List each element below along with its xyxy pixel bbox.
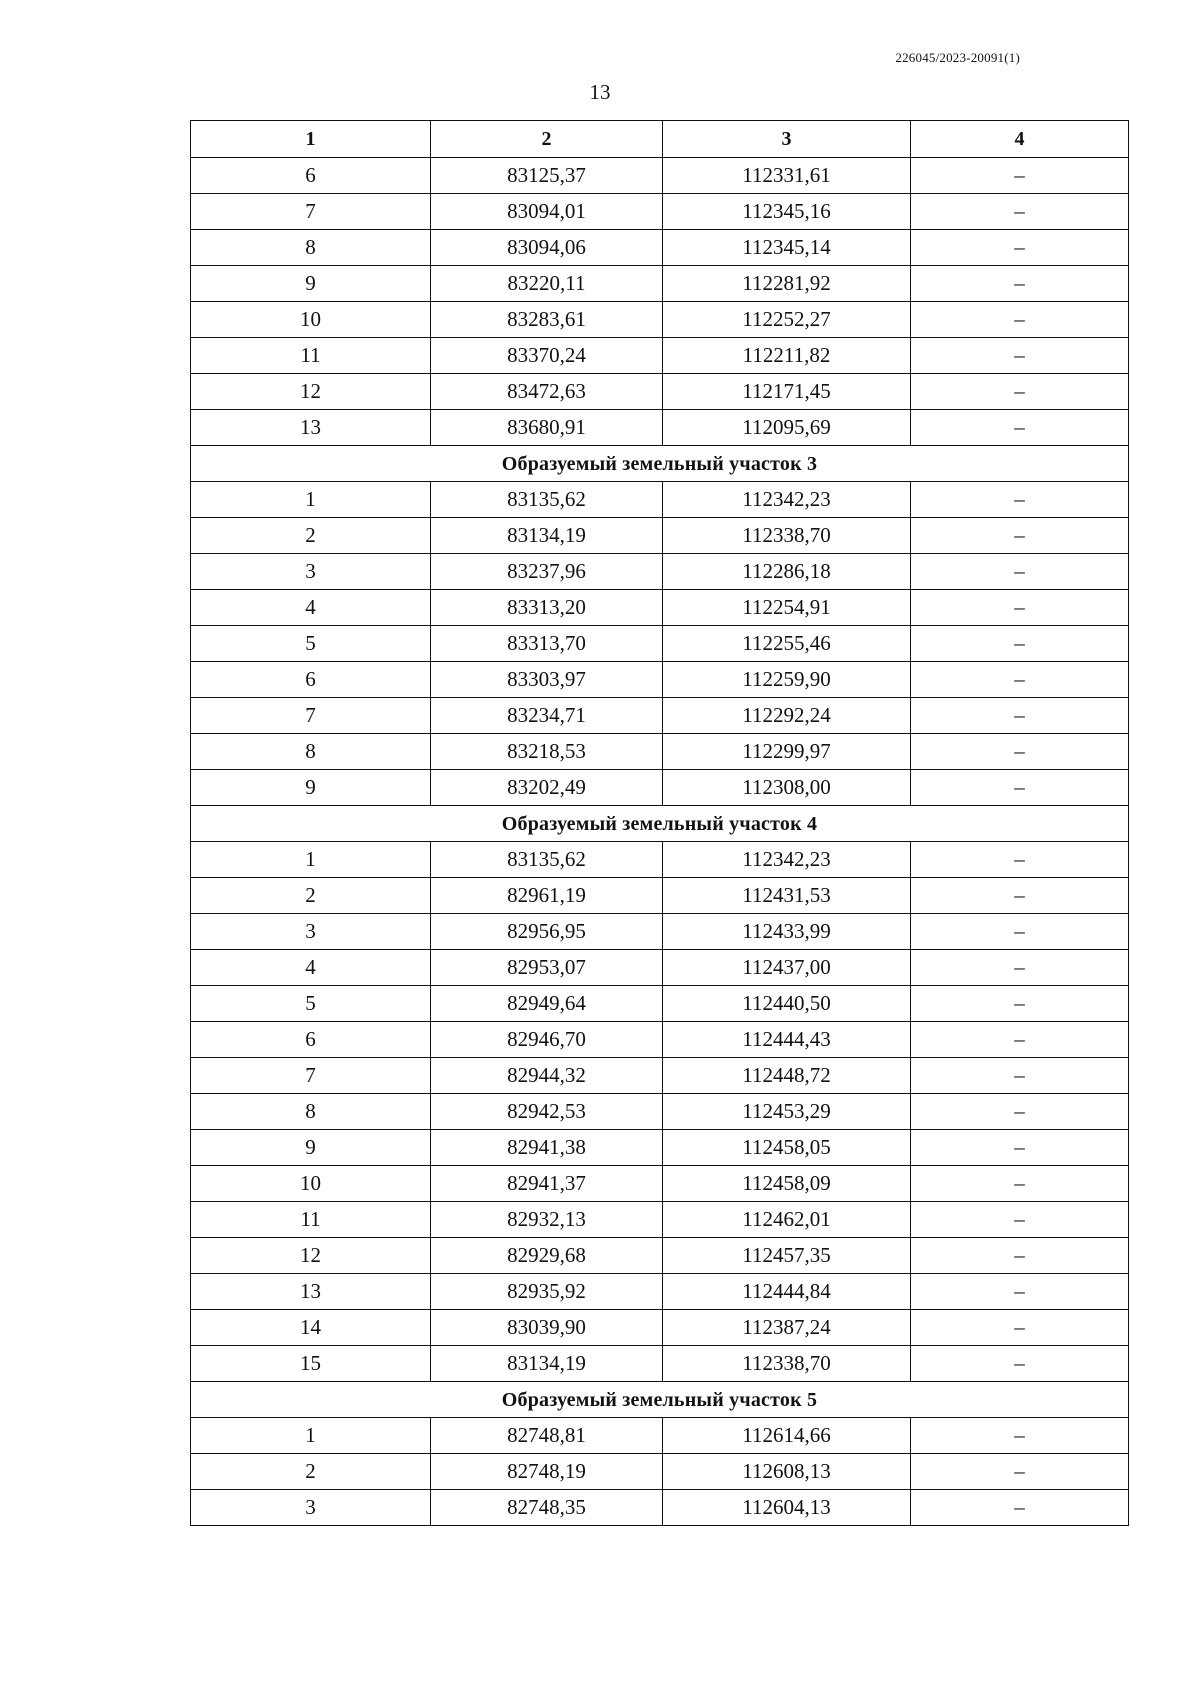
table-header-row <box>191 121 1129 158</box>
table-cell: – <box>911 194 1129 230</box>
table-cell: 112614,66 <box>663 1418 911 1454</box>
table-cell: 112281,92 <box>663 266 911 302</box>
table-row <box>191 1238 1129 1274</box>
table-row <box>191 626 1129 662</box>
table-row <box>191 410 1129 446</box>
table-cell: 9 <box>191 1130 431 1166</box>
document-number: 226045/2023-20091(1) <box>895 50 1020 65</box>
table-row <box>191 266 1129 302</box>
table-cell: 82748,35 <box>431 1490 663 1526</box>
table-cell: 82942,53 <box>431 1094 663 1130</box>
table-row <box>191 338 1129 374</box>
table-cell: – <box>911 1094 1129 1130</box>
section-title-row <box>191 446 1129 482</box>
table-cell: 83134,19 <box>431 1346 663 1382</box>
table-cell: 13 <box>191 410 431 446</box>
table-cell: 82949,64 <box>431 986 663 1022</box>
table-cell: 83237,96 <box>431 554 663 590</box>
table-cell: – <box>911 698 1129 734</box>
table-cell: 1 <box>191 842 431 878</box>
table-row <box>191 1346 1129 1382</box>
column-header: 3 <box>663 121 911 158</box>
table-cell: – <box>911 1346 1129 1382</box>
table-cell: – <box>911 734 1129 770</box>
table-cell: 12 <box>191 1238 431 1274</box>
table-cell: 83218,53 <box>431 734 663 770</box>
table-cell: 82929,68 <box>431 1238 663 1274</box>
table-cell: – <box>911 266 1129 302</box>
table-cell: 82961,19 <box>431 878 663 914</box>
table-cell: – <box>911 410 1129 446</box>
table-cell: 9 <box>191 266 431 302</box>
table-cell: 83202,49 <box>431 770 663 806</box>
table-row <box>191 1490 1129 1526</box>
table-cell: 8 <box>191 734 431 770</box>
table-cell: – <box>911 986 1129 1022</box>
table-cell: 83472,63 <box>431 374 663 410</box>
table-cell: 82956,95 <box>431 914 663 950</box>
table-cell: 5 <box>191 986 431 1022</box>
table-row <box>191 770 1129 806</box>
table-cell: – <box>911 950 1129 986</box>
table-row <box>191 1094 1129 1130</box>
table-cell: 2 <box>191 878 431 914</box>
table-cell: 11 <box>191 1202 431 1238</box>
table-cell: – <box>911 1166 1129 1202</box>
table-cell: 112171,45 <box>663 374 911 410</box>
table-cell: 112286,18 <box>663 554 911 590</box>
table-cell: – <box>911 1310 1129 1346</box>
table-cell: 82941,38 <box>431 1130 663 1166</box>
table-cell: 2 <box>191 518 431 554</box>
table-cell: 112387,24 <box>663 1310 911 1346</box>
table-cell: 7 <box>191 194 431 230</box>
table-row <box>191 662 1129 698</box>
table-cell: 112345,16 <box>663 194 911 230</box>
table-row <box>191 1418 1129 1454</box>
table-cell: 1 <box>191 482 431 518</box>
table-cell: – <box>911 662 1129 698</box>
table-row <box>191 482 1129 518</box>
table-row <box>191 230 1129 266</box>
table-cell: – <box>911 626 1129 662</box>
table-cell: 2 <box>191 1454 431 1490</box>
table-row <box>191 374 1129 410</box>
table-cell: 112444,43 <box>663 1022 911 1058</box>
table-cell: 8 <box>191 1094 431 1130</box>
table-cell: 83283,61 <box>431 302 663 338</box>
section-title: Образуемый земельный участок 5 <box>191 1382 1129 1418</box>
table-cell: 112211,82 <box>663 338 911 374</box>
table-row <box>191 194 1129 230</box>
table-cell: 10 <box>191 1166 431 1202</box>
table-cell: 112433,99 <box>663 914 911 950</box>
table-cell: – <box>911 554 1129 590</box>
table-cell: 112604,13 <box>663 1490 911 1526</box>
table-cell: 3 <box>191 1490 431 1526</box>
table-cell: – <box>911 230 1129 266</box>
table-cell: 6 <box>191 158 431 194</box>
table-cell: 112338,70 <box>663 1346 911 1382</box>
table-cell: – <box>911 302 1129 338</box>
table-cell: 112252,27 <box>663 302 911 338</box>
table-cell: 83370,24 <box>431 338 663 374</box>
section-title-row <box>191 1382 1129 1418</box>
table-cell: 112292,24 <box>663 698 911 734</box>
table-cell: 82935,92 <box>431 1274 663 1310</box>
table-cell: 112255,46 <box>663 626 911 662</box>
table-cell: 6 <box>191 662 431 698</box>
table-cell: 11 <box>191 338 431 374</box>
table-cell: 112095,69 <box>663 410 911 446</box>
table-cell: – <box>911 482 1129 518</box>
table-cell: 7 <box>191 1058 431 1094</box>
table-row <box>191 1454 1129 1490</box>
table-row <box>191 1022 1129 1058</box>
table-body <box>191 158 1129 1526</box>
table-row <box>191 1310 1129 1346</box>
table-cell: 112458,09 <box>663 1166 911 1202</box>
table-cell: 15 <box>191 1346 431 1382</box>
table-row <box>191 1202 1129 1238</box>
table-cell: 14 <box>191 1310 431 1346</box>
table-row <box>191 734 1129 770</box>
table-cell: 112458,05 <box>663 1130 911 1166</box>
table-cell: 112431,53 <box>663 878 911 914</box>
table-cell: 112254,91 <box>663 590 911 626</box>
table-cell: – <box>911 914 1129 950</box>
table-cell: – <box>911 1130 1129 1166</box>
table-row <box>191 1130 1129 1166</box>
table-cell: 112444,84 <box>663 1274 911 1310</box>
table-cell: 112457,35 <box>663 1238 911 1274</box>
table-cell: 8 <box>191 230 431 266</box>
table-cell: 12 <box>191 374 431 410</box>
table-row <box>191 554 1129 590</box>
table-row <box>191 1058 1129 1094</box>
table-cell: 83039,90 <box>431 1310 663 1346</box>
table-cell: 82946,70 <box>431 1022 663 1058</box>
table-cell: 112453,29 <box>663 1094 911 1130</box>
table-cell: 10 <box>191 302 431 338</box>
table-cell: 5 <box>191 626 431 662</box>
table-cell: 83134,19 <box>431 518 663 554</box>
table-cell: 83135,62 <box>431 842 663 878</box>
table-cell: 6 <box>191 1022 431 1058</box>
table-cell: 112462,01 <box>663 1202 911 1238</box>
table-cell: 112448,72 <box>663 1058 911 1094</box>
table-cell: 7 <box>191 698 431 734</box>
table-cell: 83303,97 <box>431 662 663 698</box>
table-row <box>191 842 1129 878</box>
table-cell: 82748,81 <box>431 1418 663 1454</box>
table-cell: – <box>911 878 1129 914</box>
column-header: 1 <box>191 121 431 158</box>
table-row <box>191 986 1129 1022</box>
table-cell: 3 <box>191 914 431 950</box>
column-header: 4 <box>911 121 1129 158</box>
table-cell: 112331,61 <box>663 158 911 194</box>
table-cell: – <box>911 158 1129 194</box>
table-row <box>191 302 1129 338</box>
table-row <box>191 950 1129 986</box>
table-row <box>191 914 1129 950</box>
table-cell: 83094,01 <box>431 194 663 230</box>
table-cell: – <box>911 770 1129 806</box>
page-number: 13 <box>589 80 611 104</box>
table-cell: 82953,07 <box>431 950 663 986</box>
table-cell: 112345,14 <box>663 230 911 266</box>
table-row <box>191 590 1129 626</box>
table-cell: 3 <box>191 554 431 590</box>
table-cell: – <box>911 1454 1129 1490</box>
table-cell: 112342,23 <box>663 482 911 518</box>
table-cell: 82944,32 <box>431 1058 663 1094</box>
table-cell: 83135,62 <box>431 482 663 518</box>
section-title: Образуемый земельный участок 3 <box>191 446 1129 482</box>
table-cell: – <box>911 1418 1129 1454</box>
table-cell: 83125,37 <box>431 158 663 194</box>
table-cell: – <box>911 374 1129 410</box>
section-title: Образуемый земельный участок 4 <box>191 806 1129 842</box>
table-cell: 112342,23 <box>663 842 911 878</box>
coordinates-table <box>190 120 1129 1526</box>
table-cell: 13 <box>191 1274 431 1310</box>
section-title-row <box>191 806 1129 842</box>
table-cell: 83680,91 <box>431 410 663 446</box>
table-cell: 83220,11 <box>431 266 663 302</box>
table-cell: 82941,37 <box>431 1166 663 1202</box>
table-cell: 82932,13 <box>431 1202 663 1238</box>
table-cell: 82748,19 <box>431 1454 663 1490</box>
table-cell: 112608,13 <box>663 1454 911 1490</box>
table-cell: 83094,06 <box>431 230 663 266</box>
table-cell: 4 <box>191 950 431 986</box>
table-cell: 83313,20 <box>431 590 663 626</box>
table-row <box>191 518 1129 554</box>
table-cell: – <box>911 1238 1129 1274</box>
table-cell: 112308,00 <box>663 770 911 806</box>
column-header: 2 <box>431 121 663 158</box>
table-cell: – <box>911 1490 1129 1526</box>
table-cell: – <box>911 518 1129 554</box>
table-cell: 1 <box>191 1418 431 1454</box>
table-cell: 9 <box>191 770 431 806</box>
table-cell: 112259,90 <box>663 662 911 698</box>
table-cell: – <box>911 1022 1129 1058</box>
table-cell: 112338,70 <box>663 518 911 554</box>
table-cell: 112437,00 <box>663 950 911 986</box>
table-cell: 83234,71 <box>431 698 663 734</box>
table-row <box>191 1274 1129 1310</box>
table-cell: – <box>911 338 1129 374</box>
table-row <box>191 1166 1129 1202</box>
table-cell: – <box>911 842 1129 878</box>
table-row <box>191 878 1129 914</box>
table-cell: 112299,97 <box>663 734 911 770</box>
table-cell: – <box>911 1058 1129 1094</box>
table-cell: – <box>911 1202 1129 1238</box>
table-row <box>191 158 1129 194</box>
table-cell: – <box>911 590 1129 626</box>
table-row <box>191 698 1129 734</box>
table-cell: 112440,50 <box>663 986 911 1022</box>
table-cell: – <box>911 1274 1129 1310</box>
table-cell: 4 <box>191 590 431 626</box>
table-cell: 83313,70 <box>431 626 663 662</box>
